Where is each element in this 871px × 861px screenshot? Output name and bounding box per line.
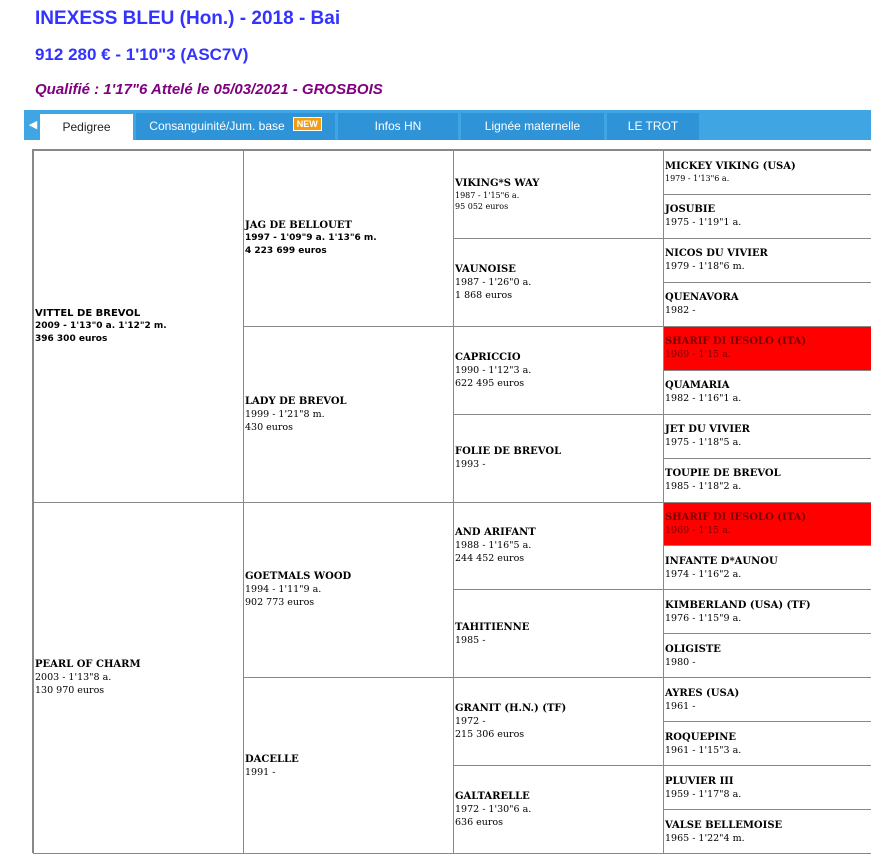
new-badge: NEW [293,117,322,131]
horse-record: 1974 - 1'16"2 a. [665,568,742,580]
great-grandparent-cell[interactable] [453,414,664,503]
horse-name[interactable]: GALTARELLE [455,791,530,803]
horse-earnings: 1 868 euros [455,289,513,301]
horse-record: 1982 - [665,305,696,317]
horse-record: 1965 - 1'22"4 m. [665,832,745,844]
gen4-ancestor-cell[interactable] [663,414,871,459]
horse-name[interactable]: VAUNOISE [455,263,516,275]
horse-name[interactable]: VITTEL DE BREVOL [35,307,141,319]
horse-record: 1980 - [665,656,696,668]
horse-record: 1975 - 1'18"5 a. [665,437,742,449]
horse-name[interactable]: JOSUBIE [665,204,716,216]
horse-record: 1961 - [665,700,696,712]
gen4-ancestor-cell[interactable] [663,194,871,239]
horse-name[interactable]: SHARIF DI IESOLO (ITA) [665,336,807,348]
horse-name[interactable]: VIKING*S WAY [455,177,540,189]
gen4-ancestor-cell[interactable] [663,677,871,722]
horse-name[interactable]: KIMBERLAND (USA) (TF) [665,599,811,611]
horse-name[interactable]: JAG DE BELLOUET [245,219,352,231]
horse-record: 1987 - 1'26"0 a. [455,276,532,288]
horse-record: 1990 - 1'12"3 a. [455,364,532,376]
grandparent-cell[interactable] [243,150,454,327]
horse-record: 2009 - 1'13"0 a. 1'12"2 m. [35,320,167,331]
grandparent-cell[interactable] [243,326,454,503]
tab-le-trot[interactable] [607,113,699,140]
horse-record: 1959 - 1'17"8 a. [665,788,742,800]
gen4-ancestor-cell[interactable] [663,545,871,590]
gen4-ancestor-cell[interactable] [663,633,871,678]
horse-earnings: 902 773 euros [245,597,315,609]
horse-name[interactable]: INFANTE D*AUNOU [665,555,778,567]
tab-label: Infos HN [374,119,422,133]
gen4-ancestor-cell[interactable] [663,589,871,634]
horse-name[interactable]: VALSE BELLEMOISE [665,819,783,831]
horse-record: 1969 - 1'15 a. [665,349,731,361]
earnings-record: 912 280 € - 1'10"3 (ASC7V) [35,45,249,64]
horse-name[interactable]: TOUPIE DE BREVOL [665,468,781,480]
horse-name[interactable]: PLUVIER III [665,775,734,787]
horse-record: 2003 - 1'13"8 a. [35,672,112,684]
tab-consanguinite[interactable] [136,113,335,140]
horse-name[interactable]: NICOS DU VIVIER [665,248,768,260]
gen4-ancestor-cell[interactable] [663,502,871,547]
horse-name[interactable]: QUAMARIA [665,380,730,392]
horse-earnings: 636 euros [455,817,504,829]
horse-record: 1972 - 1'30"6 a. [455,804,532,816]
horse-record: 1982 - 1'16"1 a. [665,393,742,405]
gen4-ancestor-cell[interactable] [663,238,871,283]
tab-label: Lignée maternelle [484,119,581,133]
gen4-ancestor-cell[interactable] [663,458,871,503]
horse-name[interactable]: FOLIE DE BREVOL [455,446,562,458]
gen4-ancestor-cell[interactable] [663,370,871,415]
horse-record: 1972 - [455,716,486,728]
horse-name[interactable]: ROQUEPINE [665,731,737,743]
great-grandparent-cell[interactable] [453,589,664,678]
horse-earnings: 130 970 euros [35,685,105,697]
horse-record: 1979 - 1'13"6 a. [665,174,730,184]
gen4-ancestor-cell[interactable] [663,150,871,195]
horse-name[interactable]: LADY DE BREVOL [245,395,347,407]
great-grandparent-cell[interactable] [453,765,664,854]
horse-record: 1997 - 1'09"9 a. 1'13"6 m. [245,232,377,243]
tab-bar [24,110,871,140]
horse-earnings: 215 306 euros [455,729,525,741]
horse-name[interactable]: TAHITIENNE [455,621,530,633]
horse-earnings: 244 452 euros [455,553,525,565]
horse-earnings: 95 052 euros [455,201,509,211]
horse-record: 1991 - [245,766,276,778]
tab-pedigree[interactable] [40,114,133,141]
horse-name[interactable]: JET DU VIVIER [665,424,750,436]
horse-title: INEXESS BLEU (Hon.) - 2018 - Bai [35,8,341,29]
horse-earnings: 396 300 euros [35,333,108,344]
tab-label: LE TROT [627,119,679,133]
horse-name[interactable]: CAPRICCIO [455,351,521,363]
gen4-ancestor-cell[interactable] [663,326,871,371]
horse-name[interactable]: AND ARIFANT [455,527,536,539]
great-grandparent-cell[interactable] [453,502,664,591]
horse-name[interactable]: AYRES (USA) [665,687,740,699]
horse-name[interactable]: SHARIF DI IESOLO (ITA) [665,511,807,523]
horse-record: 1999 - 1'21"8 m. [245,408,325,420]
horse-name[interactable]: DACELLE [245,753,299,765]
scroll-left-icon[interactable]: ◀ [28,118,38,131]
horse-record: 1969 - 1'15 a. [665,524,731,536]
great-grandparent-cell[interactable] [453,677,664,766]
horse-name[interactable]: PEARL OF CHARM [35,659,141,671]
tab-label: Consanguinité/Jum. base [149,119,285,133]
horse-name[interactable]: GOETMALS WOOD [245,571,352,583]
qualification-line: Qualifié : 1'17"6 Attelé le 05/03/2021 - GROSBOIS [35,81,383,98]
grandparent-cell[interactable] [243,502,454,679]
great-grandparent-cell[interactable] [453,150,664,239]
sire-cell[interactable] [33,150,244,503]
horse-earnings: 622 495 euros [455,377,525,389]
pedigree-table [32,149,871,853]
horse-name[interactable]: MICKEY VIKING (USA) [665,161,796,173]
horse-record: 1975 - 1'19"1 a. [665,217,742,229]
horse-earnings: 4 223 699 euros [245,245,327,256]
horse-earnings: 430 euros [245,421,294,433]
gen4-ancestor-cell[interactable] [663,809,871,854]
gen4-ancestor-cell[interactable] [663,721,871,766]
tab-infos-hn[interactable] [338,113,458,140]
horse-name[interactable]: OLIGISTE [665,643,721,655]
gen4-ancestor-cell[interactable] [663,282,871,327]
great-grandparent-cell[interactable] [453,326,664,415]
horse-name[interactable]: GRANIT (H.N.) (TF) [455,703,567,715]
dam-cell[interactable] [33,502,244,855]
horse-record: 1993 - [455,459,486,471]
horse-record: 1961 - 1'15"3 a. [665,744,742,756]
horse-record: 1994 - 1'11"9 a. [245,584,322,596]
gen4-ancestor-cell[interactable] [663,765,871,810]
horse-record: 1979 - 1'18"6 m. [665,261,745,273]
grandparent-cell[interactable] [243,677,454,854]
horse-record: 1987 - 1'15"6 a. [455,190,520,200]
great-grandparent-cell[interactable] [453,238,664,327]
horse-name[interactable]: QUENAVORA [665,292,739,304]
horse-record: 1988 - 1'16"5 a. [455,540,532,552]
tab-lignee-maternelle[interactable] [461,113,604,140]
horse-record: 1985 - 1'18"2 a. [665,481,742,493]
horse-record: 1985 - [455,634,486,646]
horse-record: 1976 - 1'15"9 a. [665,612,742,624]
tab-label: Pedigree [62,120,111,134]
